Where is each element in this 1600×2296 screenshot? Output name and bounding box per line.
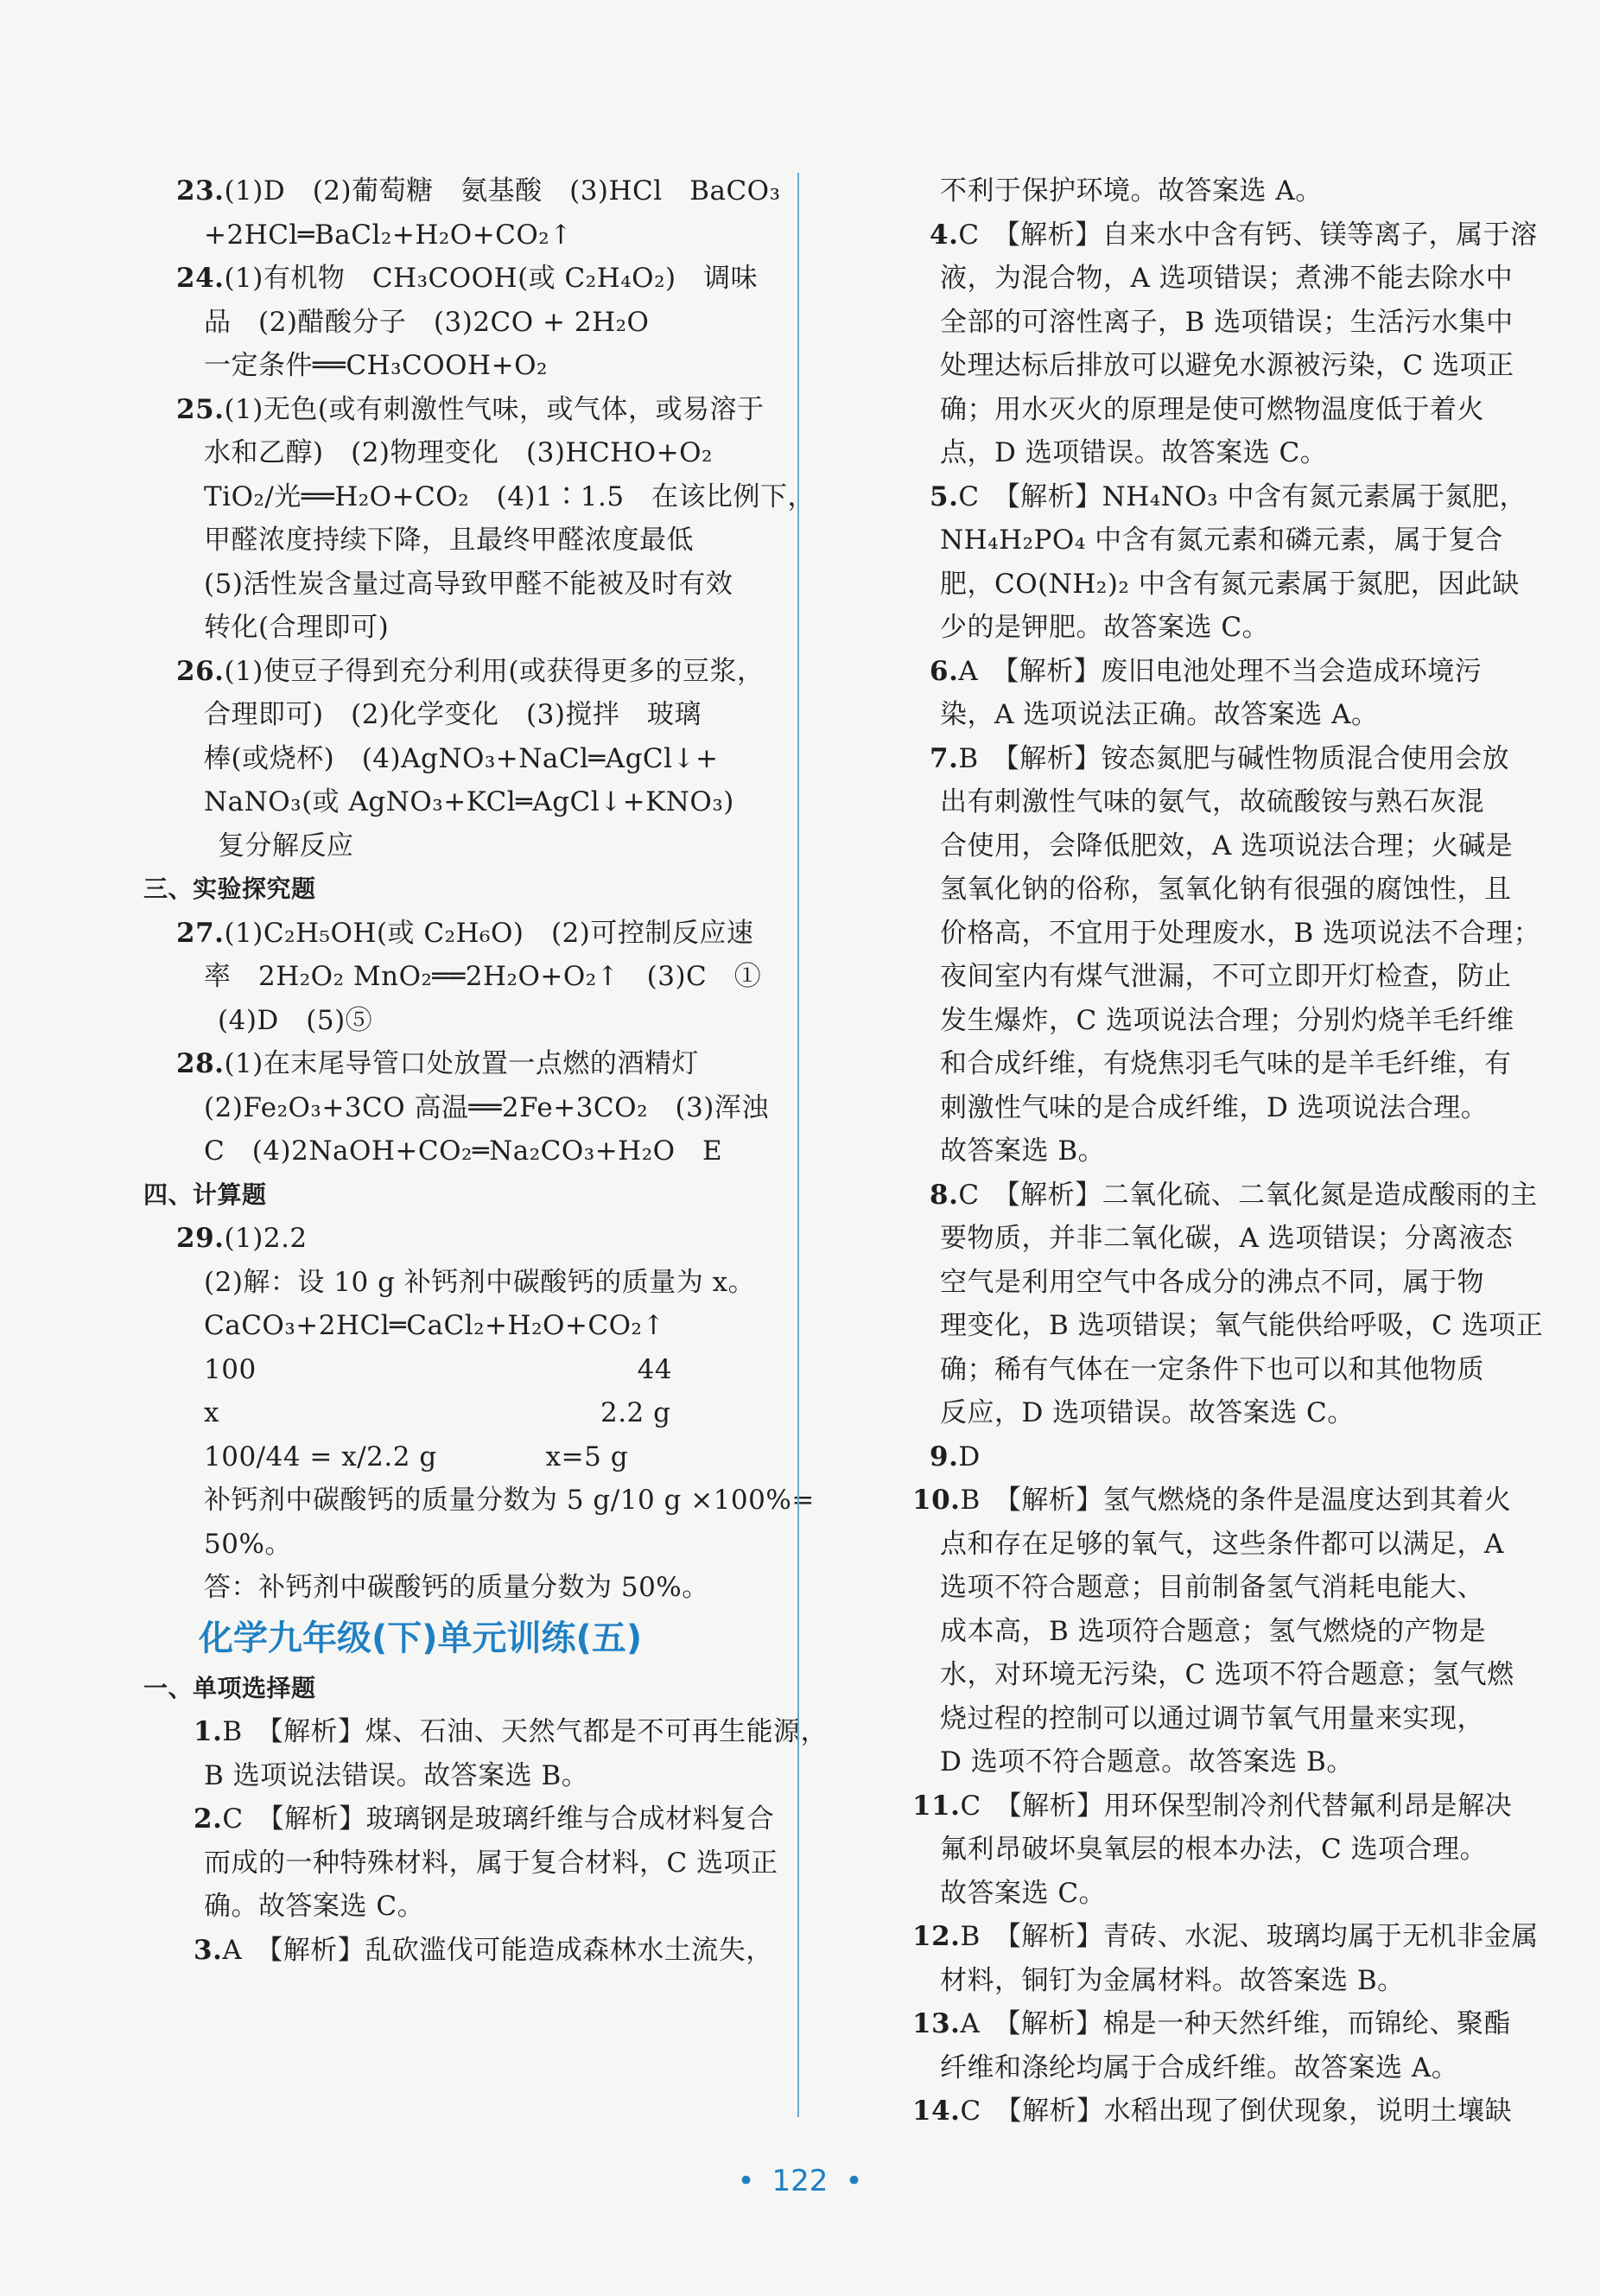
question-number: 27. (176, 917, 225, 949)
answer-text: A 【解析】乱砍滥伐可能造成森林水土流失， (222, 1934, 773, 1966)
answer-continuation: 点，D 选项错误。故答案选 C。 (940, 437, 1328, 468)
page-number-dot-right: • (845, 2164, 863, 2198)
column-divider (797, 173, 799, 2117)
question-number: 29. (176, 1223, 225, 1254)
answer-text: (1)2.2 (224, 1223, 308, 1254)
answer-text: B 【解析】氢气燃烧的条件是温度达到其着火 (960, 1485, 1512, 1516)
answer-continuation: 确；用水灭火的原理是使可燃物温度低于着火 (940, 393, 1484, 425)
answer-continuation: x 2.2 g (204, 1397, 671, 1428)
answer-continuation: (2)解：设 10 g 补钙剂中碳酸钙的质量为 x。 (204, 1266, 756, 1298)
question-number: 1. (194, 1716, 223, 1747)
question-number: 23. (176, 175, 225, 207)
answer-continuation: 答：补钙剂中碳酸钙的质量分数为 50%。 (204, 1572, 709, 1603)
answer-continuation: TiO₂/光══H₂O+CO₂ (4)1∶1.5 在该比例下， (204, 480, 816, 512)
answer-item (137, 1710, 829, 1754)
answer-continuation: 纤维和涤纶均属于合成纤维。故答案选 A。 (940, 2051, 1459, 2083)
answer-continuation: 液，为混合物，A 选项错误；煮沸不能去除水中 (940, 263, 1514, 294)
answer-continuation: 全部的可溶性离子，B 选项错误；生活污水集中 (940, 306, 1514, 338)
answer-continuation: 染，A 选项说法正确。故答案选 A。 (940, 699, 1379, 730)
answer-text: B 【解析】铵态氮肥与碱性物质混合使用会放 (958, 742, 1510, 774)
page-number (0, 2164, 1600, 2198)
answer-text: C 【解析】二氧化硫、二氧化氮是造成酸雨的主 (958, 1179, 1538, 1211)
answer-continuation: 氟利昂破坏臭氧层的根本办法，C 选项合理。 (940, 1834, 1488, 1865)
section-heading: 四、计算题 (143, 1180, 267, 1209)
question-number: 8. (930, 1179, 959, 1211)
answer-continuation: 而成的一种特殊材料，属于复合材料，C 选项正 (204, 1847, 778, 1879)
answer-continuation: 合理即可) (2)化学变化 (3)搅拌 玻璃 (204, 699, 702, 730)
answer-item (137, 257, 771, 301)
answer-text: (1)使豆子得到充分利用(或获得更多的豆浆， (224, 655, 765, 687)
answer-continuation: 100 44 (204, 1353, 673, 1385)
answer-item (873, 737, 1510, 781)
answer-continuation: 刺激性气味的是合成纤维，D 选项说法合理。 (940, 1091, 1489, 1123)
question-number: 4. (930, 219, 959, 251)
answer-text: (1)无色(或有刺激性气味，或气体，或易溶于 (224, 393, 765, 425)
answer-text: A 【解析】棉是一种天然纤维，而锦纶、聚酯 (960, 2008, 1511, 2039)
answer-continuation: 合使用，会降低肥效，A 选项说法合理；火碱是 (940, 830, 1514, 862)
answer-continuation: 100/44 = x/2.2 g x=5 g (204, 1441, 629, 1472)
answer-continuation: 点和存在足够的氧气，这些条件都可以满足，A (940, 1528, 1504, 1560)
answer-continuation: 故答案选 C。 (940, 1877, 1107, 1909)
answer-item (873, 2002, 1511, 2046)
answer-text: A 【解析】废旧电池处理不当会造成环境污 (958, 655, 1483, 687)
answer-text: C 【解析】用环保型制冷剂代替氟利昂是解决 (960, 1790, 1513, 1822)
right-column (873, 169, 1544, 2134)
answer-continuation: 补钙剂中碳酸钙的质量分数为 5 g/10 g ×100%= (204, 1485, 815, 1516)
answer-continuation: 肥，CO(NH₂)₂ 中含有氮元素属于氮肥，因此缺 (940, 568, 1520, 600)
answer-continuation: 出有刺激性气味的氨气，故硫酸铵与熟石灰混 (940, 786, 1484, 817)
answer-continuation: 成本高，B 选项符合题意；氢气燃烧的产物是 (940, 1615, 1487, 1647)
answer-continuation: 转化(合理即可) (204, 612, 390, 643)
question-number: 28. (176, 1048, 225, 1079)
question-number: 25. (176, 393, 225, 425)
question-number: 10. (912, 1485, 961, 1516)
answer-item (873, 213, 1538, 258)
answer-continuation: 和合成纤维，有烧焦羽毛气味的是羊毛纤维，有 (940, 1048, 1512, 1079)
question-number: 12. (912, 1921, 961, 1952)
answer-continuation: 确。故答案选 C。 (204, 1891, 425, 1922)
answer-text: (1)在末尾导管口处放置一点燃的酒精灯 (224, 1048, 699, 1079)
answer-item (873, 650, 1483, 694)
answer-continuation: 水和乙醇) (2)物理变化 (3)HCHO+O₂ (204, 437, 713, 468)
unit-title: 化学九年级(下)单元训练(五) (199, 1618, 643, 1658)
answer-continuation: CaCO₃+2HCl═CaCl₂+H₂O+CO₂↑ (204, 1310, 665, 1341)
answer-continuation: NaNO₃(或 AgNO₃+KCl═AgCl↓+KNO₃) (204, 786, 734, 817)
answer-item (137, 169, 781, 213)
answer-continuation: 甲醛浓度持续下降，且最终甲醛浓度最低 (204, 525, 694, 556)
answer-continuation: 要物质，并非二氧化碳，A 选项错误；分离液态 (940, 1223, 1514, 1254)
answer-text: C 【解析】NH₄NO₃ 中含有氮元素属于氮肥， (958, 480, 1527, 512)
answer-continuation: 理变化，B 选项错误；氧气能供给呼吸，C 选项正 (940, 1310, 1544, 1341)
answer-item (137, 388, 771, 432)
answer-continuation: 氢氧化钠的俗称，氢氧化钠有很强的腐蚀性，且 (940, 874, 1512, 905)
answer-continuation: 处理达标后排放可以避免水源被污染，C 选项正 (940, 350, 1514, 381)
answer-item (137, 1797, 775, 1841)
answer-item (137, 1929, 771, 1973)
answer-continuation: B 选项说法错误。故答案选 B。 (204, 1759, 589, 1791)
answer-item (873, 1435, 1469, 1479)
section-heading: 一、单项选择题 (143, 1673, 316, 1702)
answer-text: D (958, 1441, 981, 1472)
answer-item (137, 1042, 771, 1086)
answer-item (873, 1173, 1538, 1218)
answer-text: (1)有机物 CH₃COOH(或 C₂H₄O₂) 调味 (224, 263, 759, 294)
answer-continuation: 发生爆炸，C 选项说法合理；分别灼烧羊毛纤维 (940, 1004, 1514, 1036)
answer-continuation: 材料，铜钉为金属材料。故答案选 B。 (940, 1964, 1405, 1996)
answer-continuation: NH₄H₂PO₄ 中含有氮元素和磷元素，属于复合 (940, 525, 1503, 556)
answer-item (137, 650, 771, 694)
answer-text: B 【解析】煤、石油、天然气都是不可再生能源， (222, 1716, 829, 1747)
answer-text: C 【解析】自来水中含有钙、镁等离子，属于溶 (958, 219, 1538, 251)
answer-continuation: (5)活性炭含量过高导致甲醛不能被及时有效 (204, 568, 733, 600)
answer-item (873, 1915, 1539, 1959)
question-number: 24. (176, 263, 225, 294)
question-number: 6. (930, 655, 959, 687)
answer-continuation: 价格高，不宜用于处理废水，B 选项说法不合理； (940, 917, 1541, 949)
question-number: 3. (194, 1934, 223, 1966)
question-number: 5. (930, 480, 959, 512)
answer-continuation: 50%。 (204, 1528, 292, 1560)
question-number: 26. (176, 655, 225, 687)
answer-item (873, 475, 1527, 519)
answer-text: C 【解析】玻璃钢是玻璃纤维与合成材料复合 (222, 1803, 775, 1835)
question-number: 2. (194, 1803, 223, 1835)
question-number: 9. (930, 1441, 959, 1472)
answer-continuation: (4)D (5)⑤ (218, 1004, 373, 1036)
answer-text: (1)C₂H₅OH(或 C₂H₆O) (2)可控制反应速 (224, 917, 754, 949)
answer-continuation: 水，对环境无污染，C 选项不符合题意；氢气燃 (940, 1659, 1514, 1690)
answer-continuation: 棒(或烧杯) (4)AgNO₃+NaCl═AgCl↓+ (204, 742, 719, 774)
question-number: 11. (912, 1790, 961, 1822)
answer-continuation: 不利于保护环境。故答案选 A。 (940, 175, 1323, 207)
question-number: 7. (930, 742, 959, 774)
answer-continuation: (2)Fe₂O₃+3CO 高温══2Fe+3CO₂ (3)浑浊 (204, 1091, 769, 1123)
answer-item (873, 2089, 1513, 2134)
answer-continuation: 率 2H₂O₂ MnO₂══2H₂O+O₂↑ (3)C ① (204, 961, 762, 992)
answer-continuation: 空气是利用空气中各成分的沸点不同，属于物 (940, 1266, 1484, 1298)
answer-item (137, 912, 771, 956)
question-number: 13. (912, 2008, 961, 2039)
answer-item (873, 1479, 1512, 1523)
answer-continuation: 烧过程的控制可以通过调节氧气用量来实现， (940, 1702, 1484, 1734)
answer-continuation: 选项不符合题意；目前制备氢气消耗电能大、 (940, 1572, 1484, 1603)
page-number-value: 122 (771, 2164, 829, 2198)
answer-item (873, 1784, 1513, 1829)
answer-continuation: 品 (2)醋酸分子 (3)2CO + 2H₂O (204, 306, 650, 338)
answer-continuation: 确；稀有气体在一定条件下也可以和其他物质 (940, 1353, 1484, 1385)
answer-continuation: 少的是钾肥。故答案选 C。 (940, 612, 1270, 643)
answer-text: C 【解析】水稻出现了倒伏现象，说明土壤缺 (960, 2096, 1513, 2127)
answer-continuation: C (4)2NaOH+CO₂═Na₂CO₃+H₂O E (204, 1135, 723, 1167)
answer-continuation: 反应，D 选项错误。故答案选 C。 (940, 1397, 1355, 1428)
answer-continuation: 一定条件══CH₃COOH+O₂ (204, 350, 548, 381)
answer-text: B 【解析】青砖、水泥、玻璃均属于无机非金属 (960, 1921, 1539, 1952)
page-number-dot-left: • (737, 2164, 755, 2198)
answer-text: (1)D (2)葡萄糖 氨基酸 (3)HCl BaCO₃ (224, 175, 781, 207)
section-heading: 三、实验探究题 (143, 875, 316, 903)
question-number: 14. (912, 2096, 961, 2127)
answer-item (137, 1217, 771, 1261)
answer-continuation: 夜间室内有煤气泄漏，不可立即开灯检查，防止 (940, 961, 1512, 992)
left-column (137, 169, 829, 1972)
answer-continuation: D 选项不符合题意。故答案选 B。 (940, 1746, 1354, 1778)
answer-continuation: 故答案选 B。 (940, 1135, 1106, 1167)
answer-continuation: 复分解反应 (218, 830, 354, 862)
answer-continuation: +2HCl═BaCl₂+H₂O+CO₂↑ (204, 219, 573, 251)
